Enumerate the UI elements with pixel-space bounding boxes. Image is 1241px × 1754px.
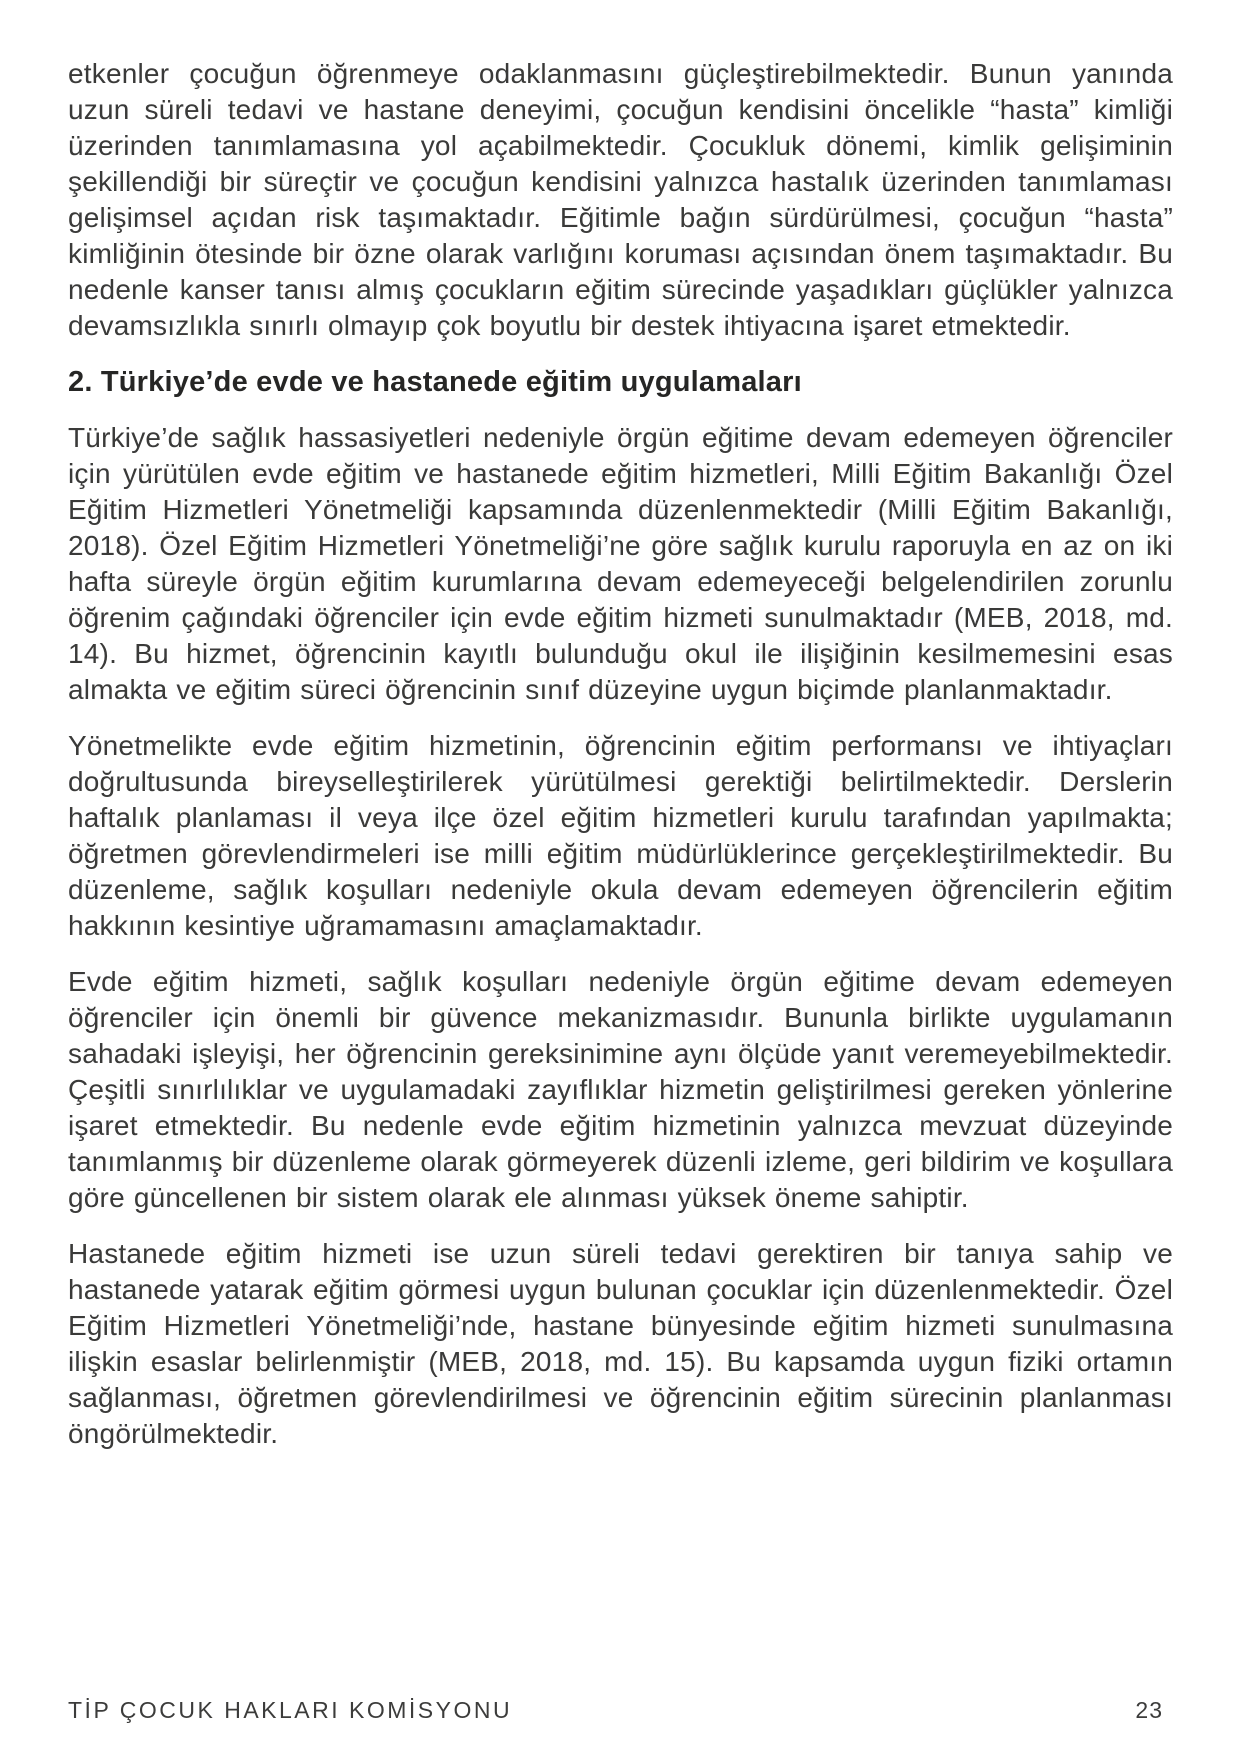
paragraph-hospital-education: Hastanede eğitim hizmeti ise uzun süreli tedavi gerektiren bir tanıya sahip ve hastanede yatarak eğitim görmesi uygun bulunan çocuklar için düzenlenmektedir. Özel Eğitim Hizmetleri Yönetmeliği’nde, hastane bünyesinde eğitim hizmeti sunulmasına ilişkin esaslar belirlenmiştir (MEB, 2018, md. 15). Bu kapsamda uygun fiziki ortamın sağlanması, öğretmen görevlendirilmesi ve öğrencinin eğitim sürecinin planlanması öngörülmektedir. <box>68 1238 1173 1449</box>
paragraph-home-education-planning: Yönetmelikte evde eğitim hizmetinin, öğrencinin eğitim performansı ve ihtiyaçları doğrultusunda bireyselleştirilerek yürütülmesi gerektiği belirtilmektedir. Derslerin haftalık planlaması il veya ilçe özel eğitim hizmetleri kurulu tarafından yapılmakta; öğretmen görevlendirmeleri ise milli eğitim müdürlüklerince gerçekleştirilmektedir. Bu düzenleme, sağlık koşulları nedeniyle okula devam edemeyen öğrencilerin eğitim hakkının kesintiye uğramamasını amaçlamaktadır. <box>68 730 1173 941</box>
footer-running-title: TİP ÇOCUK HAKLARI KOMİSYONU <box>68 1697 513 1723</box>
paragraph-regulation-overview: Türkiye’de sağlık hassasiyetleri nedeniyle örgün eğitime devam edemeyen öğrenciler için yürütülen evde eğitim ve hastanede eğitim hizmetleri, Milli Eğitim Bakanlığı Özel Eğitim Hizmetleri Yönetmeliği kapsamında düzenlenmektedir (Milli Eğitim Bakanlığı, 2018). Özel Eğitim Hizmetleri Yönetmeliği’ne göre sağlık kurulu raporuyla en az on iki hafta süreyle örgün eğitim kurumlarına devam edemeyeceği belgelendirilen zorunlu öğrenim çağındaki öğrenciler için evde eğitim hizmeti sunulmaktadır (MEB, 2018, md. 14). Bu hizmet, öğrencinin kayıtlı bulunduğu okul ile ilişiğinin kesilmemesini esas almakta ve eğitim süreci öğrencinin sınıf düzeyine uygun biçimde planlanmaktadır. <box>68 422 1173 705</box>
footer-page-number: 23 <box>1135 1697 1163 1723</box>
paragraph-home-education-limitations: Evde eğitim hizmeti, sağlık koşulları nedeniyle örgün eğitime devam edemeyen öğrenciler için önemli bir güvence mekanizmasıdır. Bununla birlikte uygulamanın sahadaki işleyişi, her öğrencinin gereksinimine aynı ölçüde yanıt veremeyebilmektedir. Çeşitli sınırlılıklar ve uygulamadaki zayıflıklar hizmetin geliştirilmesi gereken yönlerine işaret etmektedir. Bu nedenle evde eğitim hizmetinin yalnızca mevzuat düzeyinde tanımlanmış bir düzenleme olarak görmeyerek düzenli izleme, geri bildirim ve koşullara göre güncellenen bir sistem olarak ele alınması yüksek öneme sahiptir. <box>68 966 1173 1213</box>
page-content <box>68 56 1173 1452</box>
paragraph-intro-continuation: etkenler çocuğun öğrenmeye odaklanmasını güçleştirebilmektedir. Bunun yanında uzun süreli tedavi ve hastane deneyimi, çocuğun kendisini öncelikle “hasta” kimliği üzerinden tanımlamasına yol açabilmektedir. Çocukluk dönemi, kimlik gelişiminin şekillendiği bir süreçtir ve çocuğun kendisini yalnızca hastalık üzerinden tanımlaması gelişimsel açıdan risk taşımaktadır. Eğitimle bağın sürdürülmesi, çocuğun “hasta” kimliğinin ötesinde bir özne olarak varlığını koruması açısından önem taşımaktadır. Bu nedenle kanser tanısı almış çocukların eğitim sürecinde yaşadıkları güçlükler yalnızca devamsızlıkla sınırlı olmayıp çok boyutlu bir destek ihtiyacına işaret etmektedir. <box>68 58 1173 341</box>
page-footer <box>68 1697 1163 1724</box>
section-heading: 2. Türkiye’de evde ve hastanede eğitim uygulamaları <box>68 366 802 398</box>
